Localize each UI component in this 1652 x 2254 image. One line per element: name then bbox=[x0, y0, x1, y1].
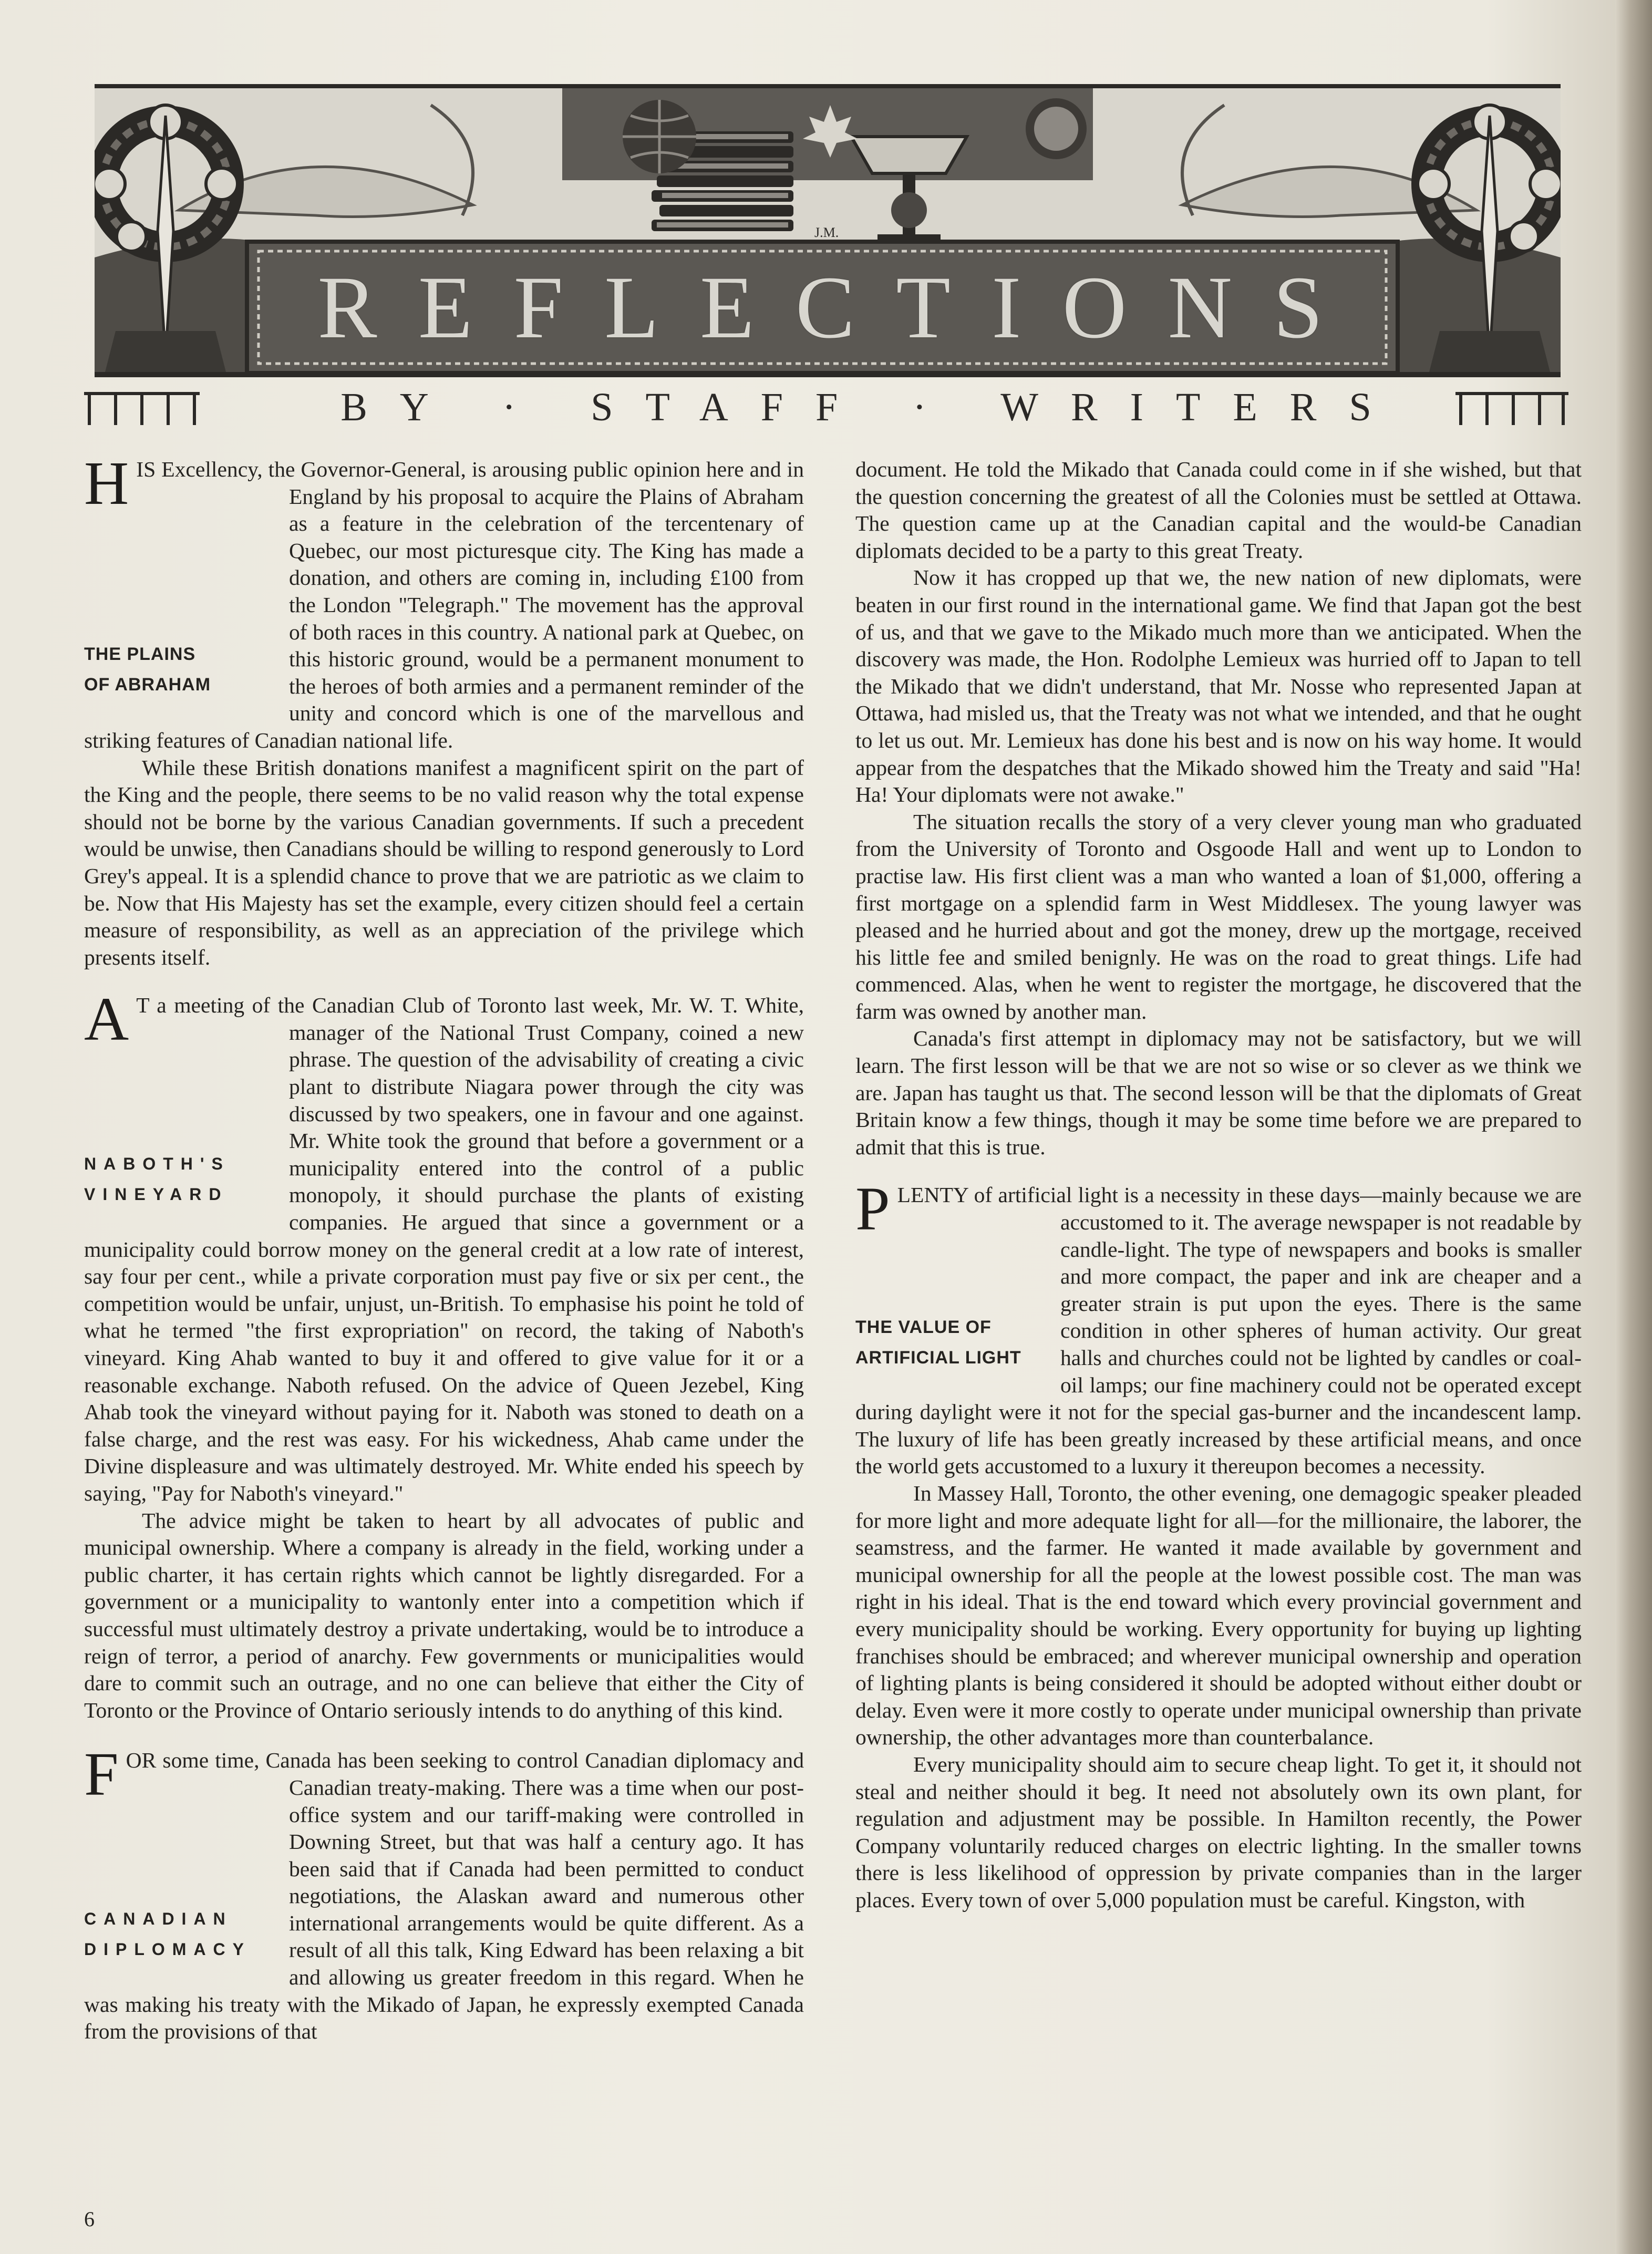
drop-cap: F bbox=[84, 1740, 119, 1809]
drop-cap: P bbox=[855, 1174, 890, 1244]
article-paragraph: document. He told the Mikado that Canada could come in if she wished, but that the question concerning the greatest of all the Colonies must be settled at Ottawa. The question came up at the Canadian capital and the would-be Canadian diplomats decided to be a party to this great Treaty. bbox=[855, 457, 1582, 563]
side-heading-line: OF ABRAHAM bbox=[84, 675, 211, 695]
article-artificial-light bbox=[855, 1174, 1582, 1914]
page-title: REFLECTIONS bbox=[317, 257, 1364, 357]
byline-bar bbox=[84, 382, 1571, 432]
article-plains-of-abraham bbox=[84, 449, 804, 971]
article-paragraph: OR some time, Canada has been seeking to control Canadian diplomacy and Canadian treaty-making. There was a time when our post-office system and our tariff-making were controlled in Downing Street, but that was half a century ago. It has been said that if Canada had been permitted to conduct negotiations, the Alaskan award and numerous other international arrangements would be quite different. As a result of all this talk, King Edward has been relaxing a bit and allowing us greater freedom in this regard. When he was making his treaty with the Mikado of Japan, he expressly exempted Canada from the provisions of that bbox=[84, 1748, 804, 2044]
article-paragraph: Canada's first attempt in diplomacy may not be satisfactory, but we will learn. The first lesson will be that we are not so wise or so clever as we think we are. Japan has taught us that. The second lesson will be that the diplomats of Great Britain know a few things, though it may be some time before we are prepared to admit that this is true. bbox=[855, 1026, 1582, 1159]
drop-cap: A bbox=[84, 985, 129, 1054]
side-heading-line: VINEYARD bbox=[84, 1185, 229, 1204]
article-paragraph: IS Excellency, the Governor-General, is arousing public opinion here and in England by his proposal to acquire the Plains of Abraham as a feature in the celebration of the tercentenary of Quebec, our most picturesque city. The King has made a donation, and others are coming in, including £100 from the London "Telegraph." The movement has the approval of both races in this country. A national park at Quebec, on this historic ground, would be a permanent monument to the heroes of both armies and a permanent reminder of the unity and concord which is one of the marvellous and striking features of Canadian national life. bbox=[84, 457, 804, 752]
illustrator-monogram: J.M. bbox=[814, 225, 839, 240]
byline-text: BY · STAFF · WRITERS bbox=[340, 385, 1404, 429]
page-edge-shadow bbox=[1615, 0, 1652, 2254]
side-heading bbox=[84, 1149, 284, 1209]
page-number: 6 bbox=[84, 2207, 95, 2231]
drop-cap: H bbox=[84, 449, 129, 518]
side-heading bbox=[84, 639, 284, 700]
article-naboths-vineyard bbox=[84, 985, 804, 1724]
side-heading bbox=[855, 1312, 1055, 1373]
article-paragraph: In Massey Hall, Toronto, the other evening, one demagogic speaker pleaded for more light and more adequate light for all—for the millionaire, the laborer, the seamstress, and the farmer. He wanted it made available by government and municipal ownership for all the people at the lowest possible cost. The man was right in his ideal. That is the end toward which every provincial government and every municipality should be working. Every opportunity for buying up lighting franchises should be embraced; and wherever municipal ownership and operation of lighting plants is being considered it should be adopted without either doubt or delay. Even were it more costly to operate under municipal ownership than private ownership, the other advantages more than counterbalance. bbox=[855, 1481, 1582, 1750]
header-banner bbox=[95, 84, 1561, 378]
side-heading-line: THE VALUE OF bbox=[855, 1317, 992, 1338]
article-paragraph: Now it has cropped up that we, the new nation of new diplomats, were beaten in our first round in the international game. We find that Japan got the best of us, and that we gave to the Mikado much more than we anticipated. When the discovery was made, the Hon. Rodolphe Lemieux was hurried off to Japan to tell the Mikado that we didn't understand, that Mr. Nosse who represented Japan at Ottawa, had misled us, that the Treaty was not what we intended, and that he ought to let us out. Mr. Lemieux has done his best and is now on his way home. It would appear from the despatches that the Mikado showed him the Treaty and said "Ha! Ha! Your diplomats were not awake." bbox=[855, 565, 1582, 807]
article-paragraph: LENTY of artificial light is a necessity in these days—mainly because we are accustomed to it. The average newspaper is not readable by candle-light. The type of newspapers and books is smaller and more compact, the paper and ink are cheaper and a greater strain is put upon the eyes. There is the same condition in other spheres of human activity. Our great halls and churches could not be lighted by candles or coal-oil lamps; our fine machinery could not be operated except during daylight were it not for the special gas-burner and the incandescent lamp. The luxury of life has been greatly increased by these artificial means, and once the world gets accustomed to a luxury it thereupon becomes a necessity. bbox=[855, 1183, 1582, 1478]
article-paragraph: T a meeting of the Canadian Club of Toronto last week, Mr. W. T. White, manager of the National Trust Company, coined a new phrase. The question of the advisability of creating a civic plant to distribute Niagara power through the city was discussed by two speakers, one in favour and one against. Mr. White took the ground that before a government or a municipality entered into the control of a public monopoly, it should purchase the plants of existing companies. He argued that since a government or a municipality could borrow money on the general credit at a low rate of interest, say four per cent., while a private corporation must pay five or six per cent., the competition would be unfair, unjust, un-British. To emphasise his point he told of what he termed "the first expropriation" on record, the taking of Naboth's vineyard. King Ahab wanted to buy it and offered to give value for it or a reasonable exchange. Naboth refused. On the advice of Queen Jezebel, King Ahab took the vineyard without paying for it. Naboth was stoned to death on a false charge, and the rest was easy. For his wickedness, Ahab came under the Divine displeasure and was ultimately destroyed. Mr. White ended his speech by saying, "Pay for Naboth's vineyard." bbox=[84, 993, 804, 1505]
article-paragraph: The advice might be taken to heart by all advocates of public and municipal ownership. Where a company is already in the field, working under a public charter, it has certain rights which cannot be lightly disregarded. For a government or a municipality to wantonly enter into a competition which if successful must ultimately destroy a private undertaking, would be to introduce a reign of terror, a period of anarchy. Few governments or municipalities would dare to commit such an outrage, and no one can believe that either the City of Toronto or the Province of Ontario seriously intends to do anything of this kind. bbox=[84, 1508, 804, 1722]
side-heading-line: NABOTH'S bbox=[84, 1154, 230, 1174]
decorative-ticks-left bbox=[84, 391, 257, 428]
article-paragraph: While these British donations manifest a magnificent spirit on the part of the King and the people, there seems to be no valid reason why the total expense should not be borne by the various Canadian governments. If such a precedent would be unwise, then Canadians should be willing to respond generously to Lord Grey's appeal. It is a splendid chance to prove that we are patriotic as we claim to be. Now that His Majesty has set the example, every citizen should feel a certain measure of responsibility, as well as an appreciation of the privilege which presents itself. bbox=[84, 755, 804, 969]
side-heading-line: ARTIFICIAL LIGHT bbox=[855, 1348, 1021, 1368]
decorative-ticks-right bbox=[1450, 391, 1571, 428]
title-panel bbox=[247, 242, 1398, 373]
side-heading-line: THE PLAINS bbox=[84, 644, 196, 664]
right-column bbox=[855, 456, 1582, 1914]
article-paragraph: The situation recalls the story of a very clever young man who graduated from the University of Toronto and Osgoode Hall and went up to London to practise law. His first client was a man who wanted a loan of $1,000, offering a first mortgage on a splendid farm in West Middlesex. The young lawyer was pleased and he hurried about and got the money, drew up the mortgage, received his little fee and smiled benignly. He was on the road to great things. Life had commenced. Alas, when he went to register the mortgage, he discovered that the farm was owned by another man. bbox=[855, 809, 1582, 1023]
side-heading-line: DIPLOMACY bbox=[84, 1940, 251, 1959]
article-canadian-diplomacy bbox=[84, 1740, 804, 2045]
side-heading bbox=[84, 1904, 284, 1965]
left-column bbox=[84, 449, 804, 2045]
article-paragraph: Every municipality should aim to secure cheap light. To get it, it should not steal and neither should it beg. It need not absolutely own its own plant, for regulation and adjustment may be possible. In Hamilton recently, the Power Company voluntarily reduced charges on electric lighting. In the smaller towns there is less likelihood of oppression by private companies than in the larger places. Every town of over 5,000 population must be careful. Kingston, with bbox=[855, 1752, 1582, 1912]
side-heading-line: CANADIAN bbox=[84, 1909, 233, 1929]
